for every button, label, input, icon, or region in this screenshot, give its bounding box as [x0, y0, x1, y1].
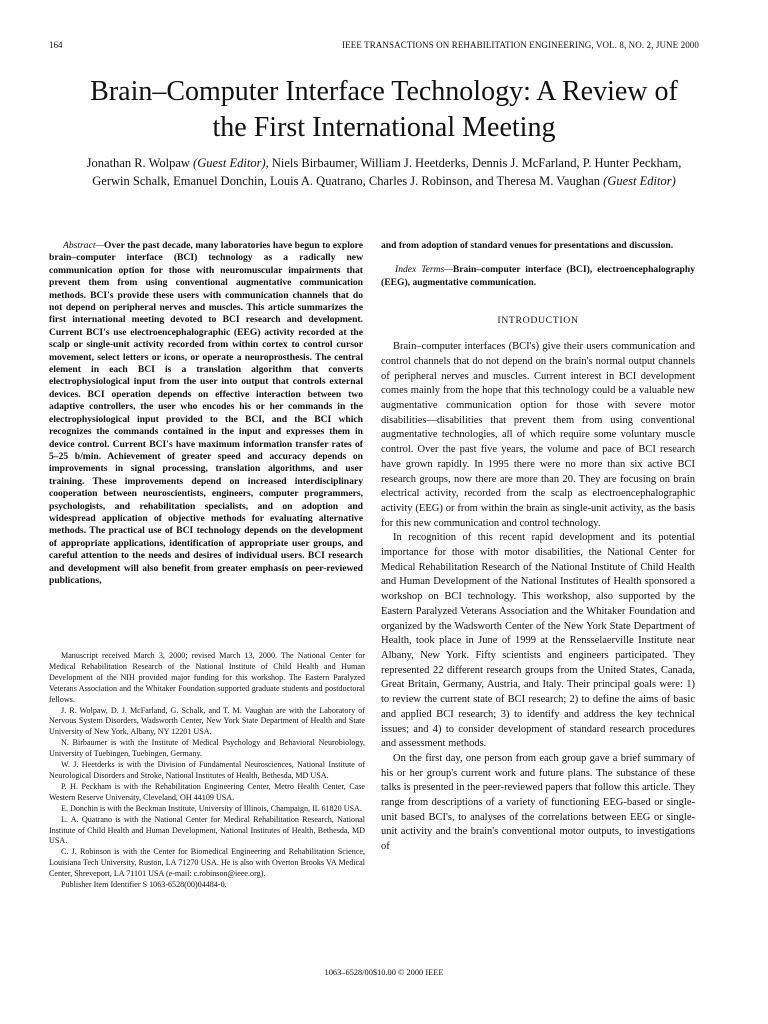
footnote: Publisher Item Identifier S 1063-6528(00)04484-0. [61, 880, 227, 890]
footnote: W. J. Heetderks is with the Division of Fundamental Neurosciences, National Institute of Neurological Disorders and Stroke, National Institutes of Health, Bethesda, MD USA. [49, 760, 365, 780]
footnote: P. H. Peckham is with the Rehabilitation Engineering Center, Metro Health Center, Case Western Reserve University, Cleveland, OH 44109 USA. [49, 781, 365, 802]
title-line-2: the First International Meeting [212, 112, 556, 143]
footnote: L. A. Quatrano is with the National Center for Medical Rehabilitation Research, National Institute of Child Health and Human Development, National Institutes of Health, Bethesda, MD USA. [49, 814, 365, 846]
guest-editor-note: (Guest Editor) [603, 174, 676, 188]
index-terms-label: Index Terms— [395, 264, 453, 276]
footnote: J. R. Wolpaw, D. J. McFarland, G. Schalk, and T. M. Vaughan are with the Laboratory of Nervous System Disorders, Wadsworth Center, New York State Department of Health and State University of New York, Albany, NY 12201 USA. [49, 705, 365, 737]
author-wolpaw: Jonathan R. Wolpaw [86, 156, 190, 170]
paper-title [40, 74, 728, 146]
body-paragraph: In recognition of this recent rapid development and its potential importance for those with motor disabilities, the National Center for Medical Rehabilitation Research of the National Institute of Child Health and Human Development of the National Institutes of Health sponsored a workshop on BCI technology. This workshop, also supported by the Eastern Paralyzed Veterans Association and the Whitaker Foundation and organized by the Wadsworth Center of the New York State Department of Health, took place in June of 1999 at the Rensselaerville Institute near Albany, New York. Fifty scientists and engineers participated. They represented 22 different research groups from the United States, Canada, Great Britain, Germany, Austria, and Italy. Their principal goals were: 1) to review the current state of BCI research; 2) to define the aims of basic and applied BCI research; 3) to identify and address the key technical issues; and 4) to consider development of standard research procedures and assessment methods. [381, 532, 695, 750]
left-column [49, 240, 363, 587]
body-paragraph: On the first day, one person from each group gave a brief summary of his or her group's current work and future plans. The substance of these talks is presented in the peer-reviewed papers that follow this article. They range from descriptions of a variety of functioning EEG-based or single-unit based BCI's, to analyses of the correlations between EEG or single-unit activity and the brain's conventional motor outputs, to investigations of [381, 752, 695, 853]
right-column [381, 240, 695, 855]
copyright-footer: 1063–6528/00$10.00 © 2000 IEEE [324, 968, 444, 977]
authors-line-1 [44, 154, 724, 172]
footnote: E. Donchin is with the Beckman Institute, University of Illinois, Champaign, IL 61820 USA. [61, 803, 362, 813]
guest-editor-note: (Guest Editor) [193, 156, 266, 170]
author-list [44, 154, 724, 190]
authors-rest-2: Gerwin Schalk, Emanuel Donchin, Louis A. Quatrano, Charles J. Robinson, and Theresa M. Vaughan [92, 174, 601, 188]
abstract-text: Over the past decade, many laboratories have begun to explore brain–computer interface (BCI) technology as a radically new communication option for those with neuromuscular impairments that prevent them from using conventional augmentative communication methods. BCI's provide these users with communication channels that do not depend on peripheral nerves and muscles. This article summarizes the first international meeting devoted to BCI research and development. Current BCI's use electroencephalographic (EEG) activity recorded at the scalp or single-unit activity recorded from within cortex to control cursor movement, select letters or icons, or operate a neuroprosthesis. The central element in each BCI is a translation algorithm that converts electrophysiological input from the user into output that controls external devices. BCI operation depends on effective interaction between two adaptive controllers, the user who encodes his or her commands in the electrophysiological input provided to the BCI, and the BCI which recognizes the commands contained in the input and expresses them in device control. Current BCI's have maximum information transfer rates of 5–25 b/min. Achievement of greater speed and accuracy depends on improvements in signal processing, translation algorithms, and user training. These improvements depend on increased interdisciplinary cooperation between neuroscientists, engineers, computer programmers, psychologists, and rehabilitation specialists, and on adoption and widespread application of objective methods for evaluating alternative methods. The practical use of BCI technology depends on the development of appropriate applications, identification of appropriate user groups, and careful attention to the needs and desires of individual users. BCI research and development will also benefit from greater emphasis on peer-reviewed publications, [49, 240, 363, 586]
footnote: Manuscript received March 3, 2000; revised March 13, 2000. The National Center for Medical Rehabilitation Research of the National Institute of Child Health and Human Development of the NIH provided major funding for this workshop. The Eastern Paralyzed Veterans Association and the Whitaker Foundation supported graduate students and postdoctoral fellows. [49, 651, 365, 704]
body-paragraph: Brain–computer interfaces (BCI's) give their users communication and control channels that do not depend on the brain's normal output channels of peripheral nerves and muscles. Current interest in BCI development comes mainly from the hope that this technology could be a valuable new augmentative communication option for those with severe motor disabilities—disabilities that prevent them from using conventional augmentative technologies, all of which require some voluntary muscle control. Over the past five years, the volume and pace of BCI research have grown rapidly. In 1995 there were no more than six active BCI research groups, now there are more than 20. They are focusing on brain electrical activity, recorded from the scalp as electroencephalographic activity (EEG) or from within the brain as single-unit activity, as the basis for this new communication and control technology. [381, 341, 695, 529]
title-line-1: Brain–Computer Interface Technology: A Review of [90, 76, 678, 107]
section-heading: INTRODUCTION [497, 315, 579, 327]
abstract-continuation: and from adoption of standard venues for presentations and discussion. [381, 240, 674, 251]
index-terms [381, 264, 695, 289]
footnote: C. J. Robinson is with the Center for Biomedical Engineering and Rehabilitation Science, Louisiana Tech University, Ruston, LA 71270 USA. He is also with Overton Brooks VA Medical Center, Shreveport, LA 71101 USA (e-mail: c.robinson@ieee.org). [49, 847, 365, 879]
authors-line-2 [44, 172, 724, 190]
authors-rest-1: , Niels Birbaumer, William J. Heetderks, Dennis J. McFarland, P. Hunter Peckham, [265, 156, 682, 170]
abstract [49, 240, 363, 587]
footnotes [49, 651, 365, 891]
index-terms-text: Brain–computer interface (BCI), electroencephalography (EEG), augmentative communication. [381, 264, 695, 288]
abstract-label: Abstract— [63, 240, 105, 251]
page-number: 164 [49, 40, 63, 50]
footnote: N. Birbaumer is with the Institute of Medical Psychology and Behavioral Neurobiology, University of Tuebingen, Tuebingen, Germany. [49, 738, 365, 759]
journal-header: IEEE TRANSACTIONS ON REHABILITATION ENGINEERING, VOL. 8, NO. 2, JUNE 2000 [342, 40, 699, 50]
